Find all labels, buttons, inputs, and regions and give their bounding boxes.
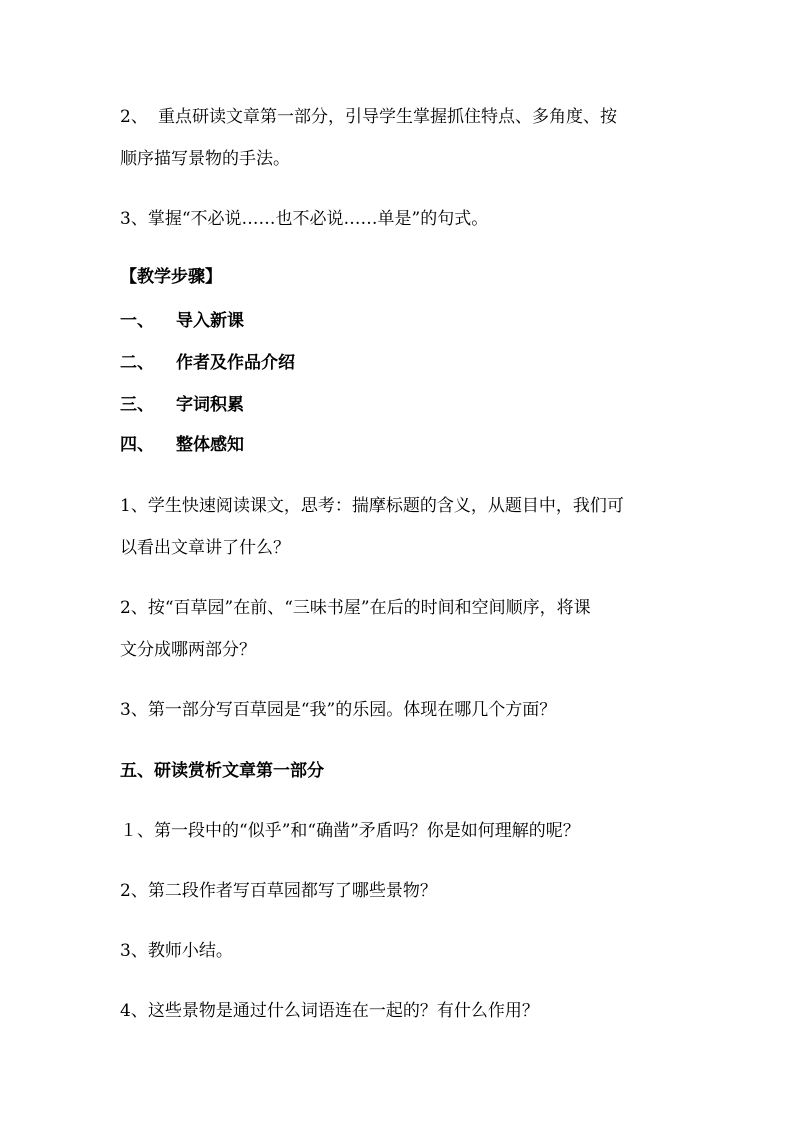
objective-3: 3、掌握“不必说……也不必说……单是”的句式。 xyxy=(120,209,489,229)
step-1-number: 一、 xyxy=(120,311,154,331)
step-1-label: 导入新课 xyxy=(176,311,244,331)
section-5-question-2: 2、第二段作者写百草园都写了哪些景物？ xyxy=(120,881,437,901)
step-3-number: 三、 xyxy=(120,395,154,415)
step-4 xyxy=(120,434,244,456)
step-4-number: 四、 xyxy=(120,435,154,455)
step-2-number: 二、 xyxy=(120,353,154,373)
step-2-label: 作者及作品介绍 xyxy=(176,353,295,373)
overview-question-2-line-1: 2、按“百草园”在前、“三味书屋”在后的时间和空间顺序，将课 xyxy=(120,598,591,618)
section-5-heading: 五、研读赏析文章第一部分 xyxy=(120,761,324,781)
objective-2-text: 重点研读文章第一部分，引导学生掌握抓住特点、多角度、按 xyxy=(158,107,617,127)
step-2 xyxy=(120,352,295,374)
overview-question-1-line-2: 以看出文章讲了什么？ xyxy=(120,538,290,558)
step-3 xyxy=(120,394,244,416)
section-5-question-3: 3、教师小结。 xyxy=(120,941,233,961)
overview-question-1-line-1: 1、学生快速阅读课文，思考：揣摩标题的含义，从题目中，我们可 xyxy=(120,496,624,516)
step-4-label: 整体感知 xyxy=(176,435,244,455)
objective-2-number: 2、 xyxy=(120,107,148,127)
step-1 xyxy=(120,310,244,332)
objective-2-line-1 xyxy=(120,106,617,128)
objective-2-line-2: 顺序描写景物的手法。 xyxy=(120,149,290,169)
teaching-steps-heading: 【教学步骤】 xyxy=(120,267,222,287)
overview-question-2-line-2: 文分成哪两部分？ xyxy=(120,640,256,660)
section-5-question-4: 4、这些景物是通过什么词语连在一起的？有什么作用？ xyxy=(120,1001,539,1021)
step-3-label: 字词积累 xyxy=(176,395,244,415)
overview-question-3: 3、第一部分写百草园是“我”的乐园。体现在哪几个方面？ xyxy=(120,700,557,720)
section-5-question-1: １、第一段中的“似乎”和“确凿”矛盾吗？你是如何理解的呢？ xyxy=(120,821,580,841)
